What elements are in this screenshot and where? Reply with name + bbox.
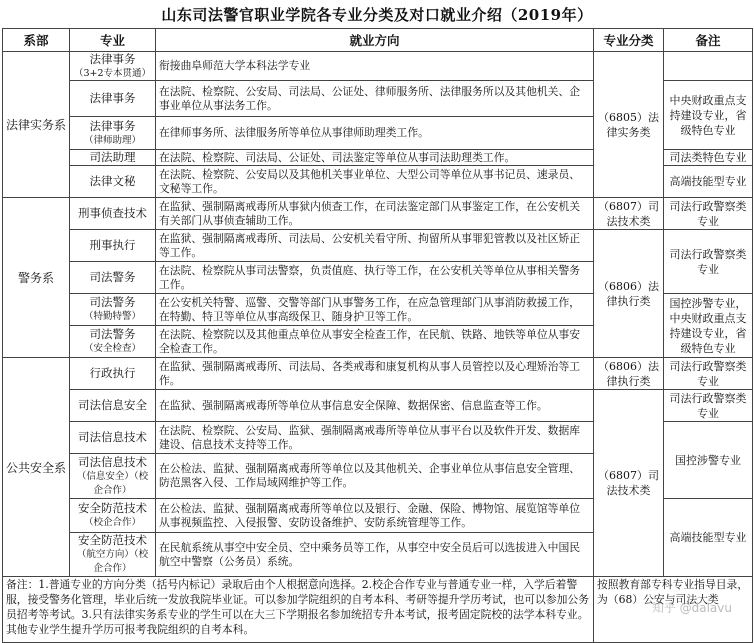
direction-cell: 在法院、检察院从事司法警察，负责值庭、执行等工作，在公安机关等单位从事相关警务工作。 — [156, 262, 594, 294]
major-cell: 行政执行 — [70, 358, 156, 390]
major-cell: 法律事务 （律师助理） — [70, 117, 156, 150]
note-cell: 司法行政警察类专业 — [664, 358, 753, 390]
dept-cell: 公共安全系 — [3, 358, 70, 577]
category-cell: （6806）法律执行类 — [594, 230, 664, 358]
direction-cell: 在法院、检察院、公安局、司法局、公证处、律师服务所、法律服务所以及其他机关、企事业单位从事法务工作。 — [156, 81, 594, 117]
direction-cell: 在公安机关特警、巡警、交警等部门从事警务工作，在应急管理部门从事消防救援工作，在特勤、特卫等单位从事高级保卫、随身护卫等工作。 — [156, 294, 594, 326]
major-cell: 法律事务 — [70, 81, 156, 117]
table-row — [3, 230, 753, 262]
category-cell: （6807）司法技术类 — [594, 390, 664, 577]
majors-table — [2, 28, 753, 643]
direction-cell: 在公检法、监狱、强制隔离戒毒所等单位以及银行、金融、保险、博物馆、展览馆等单位从事视频监控、入侵报警、安防设备维护、安防系统管理等工作。 — [156, 499, 594, 533]
category-cell: （6805）法律实务类 — [594, 52, 664, 198]
direction-cell: 在公检法、监狱、强制隔离戒毒所等单位以及其他机关、企事业单位从事信息安全管理、防范黑客入侵、工作局域网维护等工作。 — [156, 454, 594, 499]
header-dept: 系部 — [3, 29, 70, 52]
major-cell: 司法警务 （安全检查） — [70, 326, 156, 358]
direction-cell: 在法院、检察院、司法局、公证处、司法鉴定等单位从事司法助理类工作。 — [156, 150, 594, 166]
major-cell: 司法信息安全 — [70, 390, 156, 422]
dept-cell: 法律实务系 — [3, 52, 70, 198]
note-cell: 司法类特色专业 — [664, 150, 753, 166]
remark-cell: 备注：1.普通专业的方向分类（括号内标记）录取后由个人根据意向选择。2.校企合作专业与普通专业一样，入学后着警服，接受警务化管理，毕业后统一发放我院毕业证。可以参加学院组织的自考本科、考研等提升学历考试，也可以参加公务员招考等考试。3.只有法律实务系专业的学生可以在大三下学期报名参加统招专升本考试，报考固定院校的法学本科专业。其他专业学生提升学历可报考我院组织的自考本科。 — [3, 577, 594, 643]
direction-cell: 在律师事务所、法律服务所等单位从事律师助理类工作。 — [156, 117, 594, 150]
major-cell: 刑事执行 — [70, 230, 156, 262]
dept-cell: 警务系 — [3, 198, 70, 358]
major-cell: 法律文秘 — [70, 166, 156, 198]
remark-row — [3, 577, 753, 643]
table-row — [3, 198, 753, 230]
direction-cell: 在监狱、强制隔离戒毒所等单位从事信息安全保障、数据保密、信息监查等工作。 — [156, 390, 594, 422]
major-cell: 司法信息技术 （信息安全）（校企合作） — [70, 454, 156, 499]
direction-cell: 在法院、检察院、公安局、监狱、强制隔离戒毒所等单位从事平台以及软件开发、数据库建设、信息技术支持等工作。 — [156, 422, 594, 454]
table-row — [3, 52, 753, 81]
watermark: 知乎 @dalavu — [651, 601, 732, 615]
major-cell: 司法助理 — [70, 150, 156, 166]
page-title: 山东司法警官职业学院各专业分类及对口就业介绍（2019年） — [161, 6, 593, 24]
direction-cell: 在监狱、强制隔离戒毒所从事狱内侦查工作，在司法鉴定部门从事鉴定工作，在公安机关有关部门从事侦查辅助工作。 — [156, 198, 594, 230]
note-cell — [664, 52, 753, 81]
category-cell: （6807）司法技术类 — [594, 198, 664, 230]
major-cell: 安全防范技术 （航空方向）（校企合作） — [70, 533, 156, 577]
major-cell: 刑事侦查技术 — [70, 198, 156, 230]
note-cell: 高端技能型专业 — [664, 166, 753, 198]
direction-cell: 在民航系统从事空中安全员、空中乘务员等工作，从事空中安全员后可以选拔进入中国民航空中警察（公务员）系统。 — [156, 533, 594, 577]
note-cell: 国控涉警专业，中央财政重点支持建设专业，省级特色专业 — [664, 294, 753, 358]
direction-cell: 在监狱、强制隔离戒毒所、司法局、各类戒毒和康复机构从事人员管控以及心理矫治等工作。 — [156, 358, 594, 390]
direction-cell: 在监狱、强制隔离戒毒所、司法局、公安机关看守所、拘留所从事罪犯管教以及社区矫正等工作。 — [156, 230, 594, 262]
note-cell: 司法行政警察类专业 — [664, 230, 753, 294]
major-cell: 司法信息技术 — [70, 422, 156, 454]
direction-cell: 在法院、检察院以及其他重点单位从事安全检查工作，在民航、铁路、地铁等单位从事安全检查工作。 — [156, 326, 594, 358]
direction-cell: 衔接曲阜师范大学本科法学专业 — [156, 52, 594, 81]
major-cell: 司法警务 — [70, 262, 156, 294]
note-cell: 高端技能型专业 — [664, 499, 753, 577]
header-note: 备注 — [664, 29, 753, 52]
major-cell: 司法警务 （特勤特警） — [70, 294, 156, 326]
standard-cell: 按照教育部专科专业指导目录，为（68）公安与司法大类 — [594, 577, 753, 643]
header-row — [3, 29, 753, 52]
note-cell: 中央财政重点支持建设专业，省级特色专业 — [664, 81, 753, 150]
note-cell: 国控涉警专业 — [664, 422, 753, 499]
note-cell: 司法行政警察类专业 — [664, 390, 753, 422]
major-cell: 法律事务 （3+2专本贯通） — [70, 52, 156, 81]
major-cell: 安全防范技术 （校企合作） — [70, 499, 156, 533]
table-row — [3, 358, 753, 390]
header-direction: 就业方向 — [156, 29, 594, 52]
header-major: 专业 — [70, 29, 156, 52]
category-cell: （6806）法律执行类 — [594, 358, 664, 390]
note-cell: 司法行政警察类专业 — [664, 198, 753, 230]
header-category: 专业分类 — [594, 29, 664, 52]
direction-cell: 在法院、检察院、公安局以及其他机关事业单位、大型公司等单位从事书记员、速录员、文秘等工作。 — [156, 166, 594, 198]
table-row — [3, 390, 753, 422]
